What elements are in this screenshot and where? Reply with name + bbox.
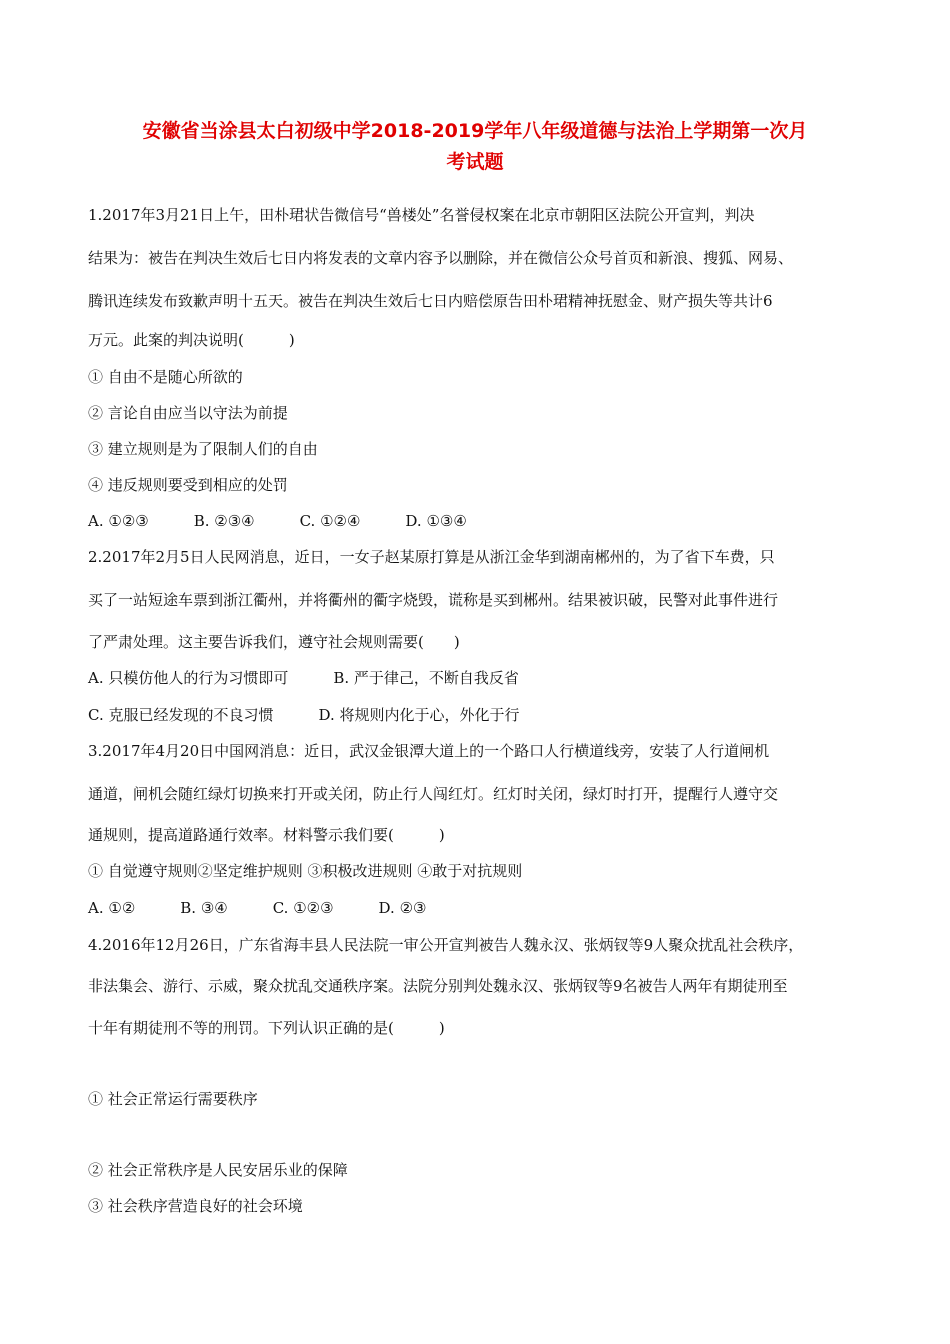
q1-stem-line: 1.2017年3月21日上午，田朴珺状告微信号“兽楼处”名誉侵权案在北京市朝阳区法院公开宣判，判决 [88, 206, 755, 224]
q2-stem-line: 了严肃处理。这主要告诉我们，遵守社会规则需要( ) [88, 633, 460, 651]
q1-item: ④ 违反规则要受到相应的处罚 [88, 476, 288, 494]
q2-stem-line: 2.2017年2月5日人民网消息，近日，一女子赵某原打算是从浙江金华到湖南郴州的，为了省下车费，只 [88, 548, 775, 566]
q2-stem-line: 买了一站短途车票到浙江衢州，并将衢州的衢字烧毁，谎称是买到郴州。结果被识破，民警对此事件进行 [88, 591, 779, 609]
q4-stem-line: 十年有期徒刑不等的刑罚。下列认识正确的是( ) [88, 1019, 445, 1037]
q4-stem-line: 非法集会、游行、示威，聚众扰乱交通秩序案。法院分别判处魏永汉、张炳钗等9名被告人两年有期徒刑至 [88, 977, 788, 995]
q3-stem-line: 通道，闸机会随红绿灯切换来打开或关闭，防止行人闯红灯。红灯时关闭，绿灯时打开，提醒行人遵守交 [88, 785, 779, 803]
q4-item: ② 社会正常秩序是人民安居乐业的保障 [88, 1161, 348, 1179]
title-line-2: 考试题 [446, 151, 504, 173]
q2-options: C. 克服已经发现的不良习惯 D. 将规则内化于心，外化于行 [88, 706, 520, 724]
q1-options: A. ①②③ B. ②③④ C. ①②④ D. ①③④ [88, 512, 467, 530]
q1-item: ① 自由不是随心所欲的 [88, 368, 243, 386]
document-title [60, 116, 890, 178]
q3-stem-line: 通规则，提高道路通行效率。材料警示我们要( ) [88, 826, 445, 844]
q3-stem-line: 3.2017年4月20日中国网消息：近日，武汉金银潭大道上的一个路口人行横道线旁，安装了人行道闸机 [88, 742, 770, 760]
q4-stem-line: 4.2016年12月26日，广东省海丰县人民法院一审公开宣判被告人魏永汉、张炳钗等9人聚众扰乱社会秩序， [88, 936, 804, 954]
q3-item: ① 自觉遵守规则②坚定维护规则 ③积极改进规则 ④敢于对抗规则 [88, 862, 523, 880]
q4-item: ① 社会正常运行需要秩序 [88, 1090, 258, 1108]
q1-stem-line: 万元。此案的判决说明( ) [88, 331, 295, 349]
q4-item: ③ 社会秩序营造良好的社会环境 [88, 1197, 303, 1215]
q1-stem-line: 腾讯连续发布致歉声明十五天。被告在判决生效后七日内赔偿原告田朴珺精神抚慰金、财产损失等共计6 [88, 292, 773, 310]
q3-options: A. ①② B. ③④ C. ①②③ D. ②③ [88, 899, 427, 917]
q1-stem-line: 结果为：被告在判决生效后七日内将发表的文章内容予以删除，并在微信公众号首页和新浪、搜狐、网易、 [88, 249, 794, 267]
q1-item: ③ 建立规则是为了限制人们的自由 [88, 440, 318, 458]
q1-item: ② 言论自由应当以守法为前提 [88, 404, 288, 422]
q2-options: A. 只模仿他人的行为习惯即可 B. 严于律己，不断自我反省 [88, 669, 519, 687]
title-line-1: 安徽省当涂县太白初级中学2018-2019学年八年级道德与法治上学期第一次月 [142, 120, 808, 142]
